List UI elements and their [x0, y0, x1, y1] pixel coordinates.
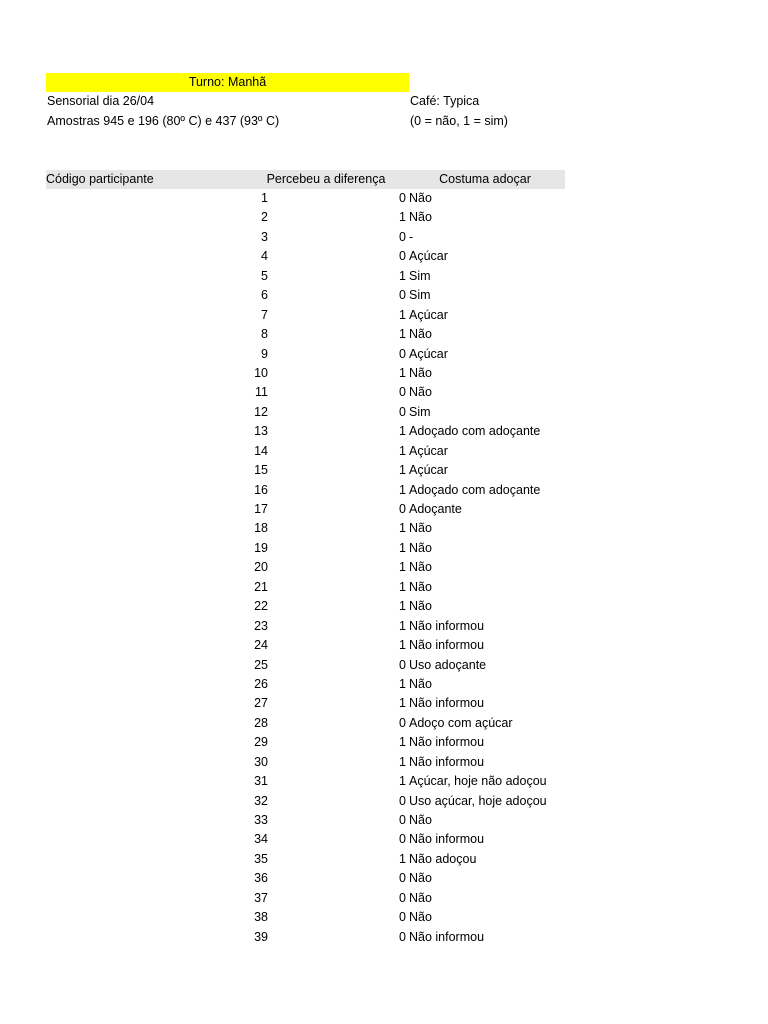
difference-cell: 0	[399, 404, 406, 419]
table-row	[0, 772, 768, 791]
participant-code-cell: 2	[261, 210, 268, 225]
sweetening-cell: Não	[409, 385, 432, 400]
participant-code-cell: 36	[254, 871, 268, 886]
table-row	[0, 578, 768, 597]
table-row	[0, 675, 768, 694]
difference-cell: 0	[399, 288, 406, 303]
difference-cell: 1	[399, 482, 406, 497]
participant-code-cell: 20	[254, 560, 268, 575]
participant-code-cell: 5	[261, 268, 268, 283]
difference-cell: 1	[399, 307, 406, 322]
table-row	[0, 617, 768, 636]
sweetening-cell: Açúcar	[409, 249, 448, 264]
participant-code-cell: 38	[254, 910, 268, 925]
difference-cell: 1	[399, 560, 406, 575]
difference-cell: 0	[399, 871, 406, 886]
sweetening-cell: Não	[409, 599, 432, 614]
difference-cell: 1	[399, 424, 406, 439]
sweetening-cell: Açúcar	[409, 307, 448, 322]
participant-code-cell: 34	[254, 832, 268, 847]
sweetening-cell: Não	[409, 676, 432, 691]
difference-cell: 1	[399, 638, 406, 653]
difference-cell: 0	[399, 249, 406, 264]
difference-cell: 1	[399, 268, 406, 283]
table-body	[0, 189, 768, 947]
participant-code-cell: 7	[261, 307, 268, 322]
table-row	[0, 694, 768, 713]
participant-code-cell: 31	[254, 774, 268, 789]
sweetening-cell: Não informou	[409, 638, 485, 653]
participant-code-cell: 29	[254, 735, 268, 750]
table-row	[0, 908, 768, 927]
table-row	[0, 636, 768, 655]
session-label: Sensorial dia 26/04	[47, 94, 155, 108]
sweetening-cell: Não	[409, 813, 432, 827]
table-row	[0, 364, 768, 383]
participant-code-cell: 30	[254, 754, 268, 769]
table-row	[0, 792, 768, 811]
difference-cell: 1	[399, 696, 406, 711]
difference-cell: 1	[399, 365, 406, 380]
table-row	[0, 189, 768, 208]
table-row	[0, 539, 768, 558]
participant-code-cell: 37	[254, 890, 268, 905]
sweetening-cell: Uso adoçante	[409, 657, 487, 672]
difference-cell: 1	[399, 443, 406, 458]
table-row	[0, 286, 768, 305]
table-row	[0, 733, 768, 752]
table-row	[0, 830, 768, 849]
sweetening-cell: Adoçante	[409, 502, 462, 516]
participant-code-cell: 23	[254, 618, 268, 633]
sweetening-cell: Não	[409, 890, 432, 905]
difference-cell: 1	[399, 579, 406, 594]
sweetening-cell: Açúcar	[409, 463, 448, 478]
sweetening-cell: Não informou	[409, 696, 485, 711]
table-row	[0, 442, 768, 461]
table-row	[0, 558, 768, 577]
difference-cell: 1	[399, 735, 406, 750]
table-row	[0, 325, 768, 344]
participant-code-cell: 33	[254, 813, 268, 827]
sweetening-cell: Sim	[409, 288, 431, 303]
sweetening-cell: Açúcar, hoje não adoçou	[409, 774, 547, 789]
participant-code-cell: 18	[254, 521, 268, 536]
difference-cell: 0	[399, 385, 406, 400]
sweetening-cell: Adoço com açúcar	[409, 715, 513, 730]
column-header-difference: Percebeu a diferença	[266, 172, 386, 186]
sweetening-cell: Não informou	[409, 735, 485, 750]
sweetening-cell: Não	[409, 560, 432, 575]
sweetening-cell: Açúcar	[409, 346, 448, 361]
samples-label: Amostras 945 e 196 (80º C) e 437 (93º C)	[47, 114, 280, 128]
difference-cell: 0	[399, 890, 406, 905]
table-row	[0, 345, 768, 364]
sweetening-cell: Não	[409, 210, 432, 225]
difference-cell: 0	[399, 832, 406, 847]
sweetening-cell: Não	[409, 327, 432, 342]
difference-cell: 1	[399, 599, 406, 614]
participant-code-cell: 22	[254, 599, 268, 614]
sweetening-cell: Não	[409, 910, 432, 925]
table-row	[0, 869, 768, 888]
participant-code-cell: 19	[254, 540, 268, 555]
sweetening-cell: Não informou	[409, 618, 485, 633]
participant-code-cell: 3	[261, 229, 268, 244]
difference-cell: 1	[399, 521, 406, 536]
participant-code-cell: 26	[254, 676, 268, 691]
sweetening-cell: Não	[409, 579, 432, 594]
sweetening-cell: Açúcar	[409, 443, 448, 458]
difference-cell: 0	[399, 502, 406, 516]
participant-code-cell: 21	[254, 579, 268, 594]
participant-code-cell: 16	[254, 482, 268, 497]
difference-cell: 1	[399, 327, 406, 342]
column-header-code: Código participante	[46, 172, 154, 186]
participant-code-cell: 6	[261, 288, 268, 303]
table-row	[0, 850, 768, 869]
difference-cell: 1	[399, 540, 406, 555]
table-row	[0, 403, 768, 422]
table-row	[0, 267, 768, 286]
table-row	[0, 928, 768, 947]
table-row	[0, 247, 768, 266]
sweetening-cell: -	[409, 229, 414, 244]
participant-code-cell: 11	[255, 385, 268, 400]
participant-code-cell: 28	[254, 715, 268, 730]
participant-code-cell: 4	[261, 249, 268, 264]
sweetening-cell: Não	[409, 871, 432, 886]
sweetening-cell: Não adoçou	[409, 851, 477, 866]
table-row	[0, 461, 768, 480]
participant-code-cell: 24	[254, 638, 268, 653]
sweetening-cell: Não informou	[409, 754, 485, 769]
sweetening-cell: Sim	[409, 404, 431, 419]
table-row	[0, 422, 768, 441]
legend-label: (0 = não, 1 = sim)	[410, 114, 508, 128]
sweetening-cell: Não informou	[409, 929, 485, 944]
difference-cell: 0	[399, 929, 406, 944]
participant-code-cell: 27	[254, 696, 268, 711]
participant-code-cell: 25	[254, 657, 268, 672]
table-row	[0, 889, 768, 908]
difference-cell: 0	[399, 813, 406, 827]
table-row	[0, 208, 768, 227]
participant-code-cell: 9	[261, 346, 268, 361]
sweetening-cell: Adoçado com adoçante	[409, 424, 541, 439]
participant-code-cell: 12	[254, 404, 268, 419]
table-row	[0, 597, 768, 616]
participant-code-cell: 14	[254, 443, 268, 458]
table-row	[0, 714, 768, 733]
difference-cell: 0	[399, 910, 406, 925]
difference-cell: 1	[399, 676, 406, 691]
difference-cell: 0	[399, 229, 406, 244]
participant-code-cell: 15	[254, 463, 268, 478]
difference-cell: 0	[399, 346, 406, 361]
difference-cell: 0	[399, 793, 406, 808]
sweetening-cell: Não	[409, 191, 432, 205]
participant-code-cell: 13	[254, 424, 268, 439]
table-row	[0, 383, 768, 402]
table-row	[0, 500, 768, 519]
participant-code-cell: 39	[254, 929, 268, 944]
participant-code-cell: 32	[254, 793, 268, 808]
difference-cell: 0	[399, 191, 406, 205]
table-row	[0, 306, 768, 325]
participant-code-cell: 35	[254, 851, 268, 866]
table-row	[0, 228, 768, 247]
table-row	[0, 753, 768, 772]
sweetening-cell: Não	[409, 521, 432, 536]
difference-cell: 1	[399, 754, 406, 769]
sweetening-cell: Adoçado com adoçante	[409, 482, 541, 497]
table-row	[0, 811, 768, 830]
difference-cell: 1	[399, 851, 406, 866]
shift-label: Turno: Manhã	[188, 75, 267, 89]
difference-cell: 1	[399, 463, 406, 478]
sweetening-cell: Não	[409, 365, 432, 380]
sweetening-cell: Não informou	[409, 832, 485, 847]
difference-cell: 1	[399, 210, 406, 225]
participant-code-cell: 17	[254, 502, 268, 516]
participant-code-cell: 8	[261, 327, 268, 342]
sweetening-cell: Uso açúcar, hoje adoçou	[409, 793, 547, 808]
difference-cell: 0	[399, 657, 406, 672]
participant-code-cell: 1	[261, 191, 268, 205]
table-row	[0, 481, 768, 500]
sweetening-cell: Não	[409, 540, 432, 555]
participant-code-cell: 10	[254, 365, 268, 380]
coffee-label: Café: Typica	[410, 94, 480, 108]
column-header-sweetening: Costuma adoçar	[439, 172, 531, 186]
table-row	[0, 519, 768, 538]
difference-cell: 1	[399, 774, 406, 789]
table-row	[0, 656, 768, 675]
sweetening-cell: Sim	[409, 268, 431, 283]
difference-cell: 0	[399, 715, 406, 730]
difference-cell: 1	[399, 618, 406, 633]
